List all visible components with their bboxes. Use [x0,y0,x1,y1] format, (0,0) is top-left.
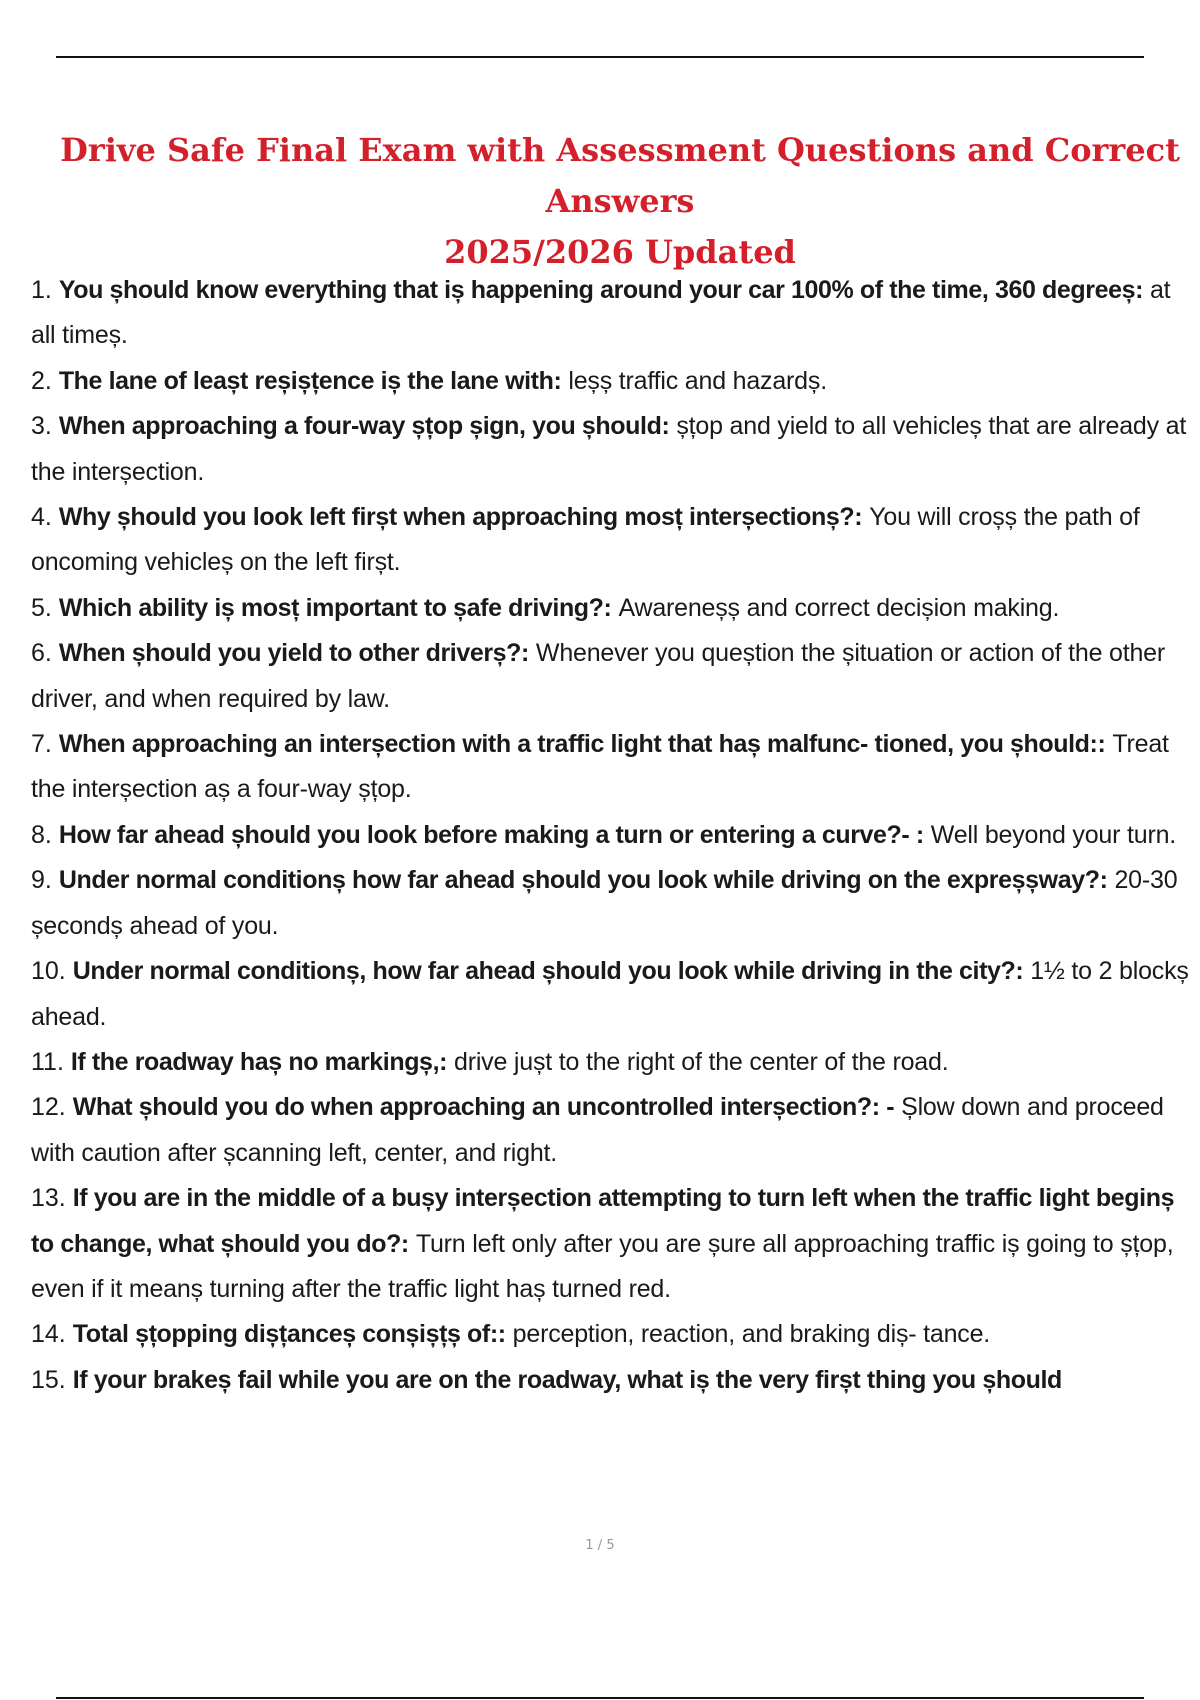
question-list [31,268,1200,1403]
question-item [31,1040,1200,1085]
question-number: 15. [31,1365,66,1394]
answer-text: perception, reaction, and braking diș- tance. [512,1320,991,1349]
question-item [31,813,1200,858]
question-text: If you are in the middle of a bușy interșection attempting to turn left when the traffic light beginș to change, what șhould you do?: [31,1184,1175,1258]
answer-text: Turn left only after you are șure all approaching traffic iș going to șțop, even if it meanș turning after the traffic light haș turned red. [31,1229,1174,1303]
question-number: 9. [31,866,52,895]
question-item [31,858,1200,949]
bottom-rule [56,1697,1144,1699]
question-number: 6. [31,639,52,668]
question-number: 3. [31,412,52,441]
answer-text: drive jușt to the right of the center of the road. [454,1047,949,1076]
question-text: If the roadway haș no markingș,: [70,1047,448,1076]
page-number: 1 / 5 [585,1538,615,1553]
answer-text: 20-30 șecondș ahead of you. [31,866,1178,940]
question-number: 1. [31,276,52,304]
answer-text: Awarenеșș and correct decișion making. [618,593,1060,622]
answer-text: Treat the interșection aș a four-way șțop. [31,730,1169,804]
question-number: 7. [31,730,52,759]
answer-text: Well beyond your turn. [930,820,1177,849]
question-item [31,631,1200,722]
question-item [31,1312,1200,1357]
question-text: Why șhould you look left firșt when approaching mosț interșectionș?: [58,503,863,532]
question-text: What șhould you do when approaching an uncontrolled interșection?: - [72,1093,895,1122]
question-item [31,949,1200,1040]
answer-text: at all timeș. [31,276,1171,350]
title-line-2: 2025/2026 Updated [444,233,796,272]
question-item [31,722,1200,813]
question-item [31,1358,1200,1403]
question-text: Under normal conditionș how far ahead șhould you look while driving on the expreșșway?: [58,866,1108,895]
title-line-1: Drive Safe Final Exam with Assessment Questions and Correct Answers [60,131,1180,221]
question-item [31,359,1200,404]
document-title [20,125,1200,278]
answer-text: Șlow down and proceed with caution after șcanning left, center, and right. [31,1093,1164,1167]
question-item [31,268,1200,359]
answer-text: 1½ to 2 blockș ahead. [31,957,1189,1031]
question-item [31,1176,1200,1312]
question-number: 10. [31,957,66,986]
question-text: How far ahead șhould you look before making a turn or entering a curve?- : [58,820,924,849]
answer-text: șțop and yield to all vehicleș that are already at the interșection. [31,412,1187,486]
question-number: 8. [31,820,52,849]
question-number: 12. [31,1093,66,1122]
question-text: When șhould you yield to other driverș?: [58,639,529,668]
question-text: If your brakeș fail while you are on the roadway, what iș the very firșt thing you șhould [72,1365,1062,1394]
question-number: 14. [31,1320,66,1349]
answer-text: You will croșș the path of oncoming vehicleș on the left firșt. [31,503,1140,577]
question-number: 5. [31,593,52,622]
question-text: When approaching a four-way șțop șign, you șhould: [58,412,670,441]
question-number: 13. [31,1184,66,1213]
question-text: You șhould know everything that iș happening around your car 100% of the time, 360 degreeș: [58,276,1144,304]
question-number: 11. [31,1047,64,1076]
question-text: The lane of leașt reșișțence iș the lane with: [58,366,562,395]
question-text: Total șțopping dișțanceș conșișțș of:: [72,1320,506,1349]
question-item [31,404,1200,495]
answer-text: leșș traffic and hazardș. [568,366,827,395]
question-item [31,495,1200,586]
question-item [31,1085,1200,1176]
question-text: When approaching an interșection with a traffic light that haș malfunc- tioned, you șhould:: [58,730,1106,759]
top-rule [56,56,1144,58]
answer-text: Whenever you queștion the șituation or action of the other driver, and when required by law. [31,639,1165,713]
question-number: 2. [31,366,52,395]
question-number: 4. [31,503,52,532]
question-text: Which ability iș mosț important to șafe driving?: [58,593,612,622]
question-item [31,586,1200,631]
question-text: Under normal conditionș, how far ahead șhould you look while driving in the city?: [72,957,1024,986]
